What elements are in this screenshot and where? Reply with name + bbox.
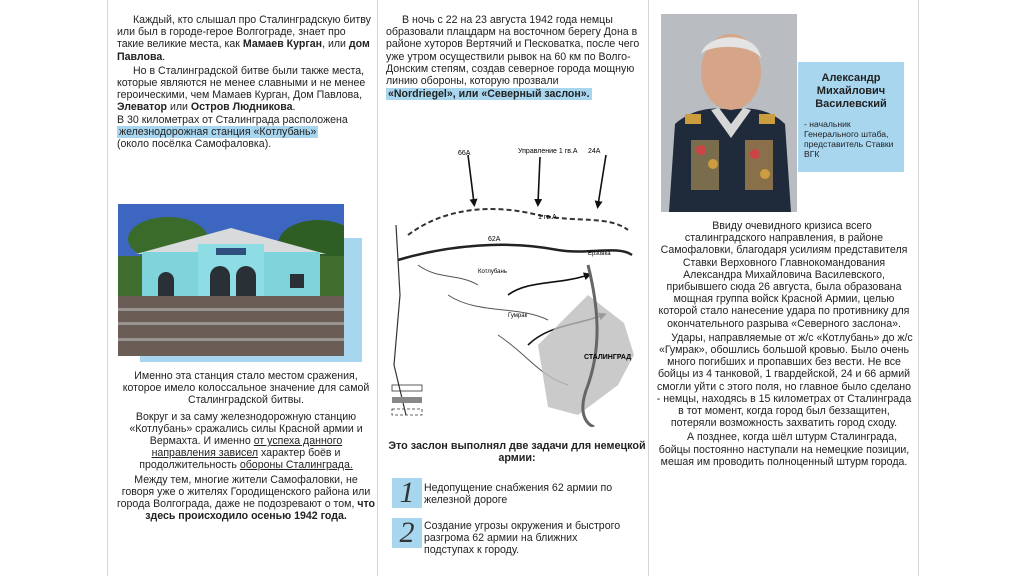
map-label-unit2: 24А: [588, 148, 601, 155]
intro-paragraph: Каждый, кто слышал про Сталинградскую битву или был в городе-герое Волгограде, знает про такие великие места, как Мамаев Курган, или дом Павлова.: [117, 14, 371, 63]
vasilevsky-role: - начальник Генерального штаба, представитель Ставки ВГК: [804, 119, 894, 159]
battle-map: [388, 145, 634, 427]
residents-paragraph: Между тем, многие жители Самофаловки, не говоря уже о жителях Городищенского района или города Волгограда, даже не подозревают о том, что здесь происходило осенью 1942 года.: [117, 473, 375, 523]
task-number-1: 1: [392, 478, 422, 508]
assault-paragraph: А позднее, когда шёл штурм Сталинграда, бойцы постоянно наступали на немецкие позиции, мешая им проводить полноценный штурм города.: [658, 431, 910, 468]
map-label-place2: Гумрак: [508, 313, 528, 319]
lyudnikov-island: Остров Людникова: [190, 101, 293, 114]
fold-line-left: [377, 0, 378, 576]
column-right: [655, 220, 913, 576]
nordriegel-label: «Nordriegel», или «Северный заслон».: [388, 88, 590, 101]
station-photo: [118, 204, 344, 356]
tasks-heading: Это заслон выполнял две задачи для немецкой армии:: [388, 440, 646, 465]
places-paragraph: Но в Сталинградской битве были также места, которые являются не менее славными и не менее героическими, чем Мамаев Курган, Дом Павлова, Элеватор или Остров Людникова.: [117, 64, 366, 114]
mamaev-kurgan: Мамаев Курган: [242, 38, 323, 51]
map-label-unit3: 1 гв.А: [538, 214, 557, 221]
fold-line-right: [648, 0, 649, 576]
armies-paragraph: Вокруг и за саму железнодорожную станцию «Котлубань» сражались силы Красной армии и Вермахта. И именно от успеха данного направления зависел характер боёв и продолжительность обороны Сталинграда.: [129, 410, 363, 472]
map-label-unit4: 62А: [488, 236, 501, 243]
group-paragraph: Ввиду очевидного кризиса всего сталинградского направления, в районе Самофаловки, благодаря усилиям представителя Ставки Верховного Главнокомандования Александра Михайловича Василевского, прибывшего сюда 26 августа, была образована мощная группа войск Красной Армии, целью которой стало нанесение удара по противнику для окончательного разрыва «Северного заслона».: [658, 220, 910, 330]
map-label-unit1: 66А: [458, 150, 471, 157]
task-number-2: 2: [392, 518, 422, 548]
task-1-text: Недопущение снабжения 62 армии по железной дороге: [424, 482, 613, 507]
bridgehead-paragraph: В ночь с 22 на 23 августа 1942 года немцы образовали плацдарм на восточном берегу Дона в районе хуторов Вертячий и Песковатка, после чего уже утром осуществили рывок на 60 км по Волго-Донским степям, создав северное города мощную линию обороны, которую прозвали: [386, 14, 640, 88]
station-name: железнодорожная станция «Котлубань»: [119, 125, 317, 138]
map-label-city: СТАЛИНГРАД: [584, 354, 632, 361]
map-label-place1: Котлубань: [478, 269, 507, 275]
pavlov-house: дом Павлова: [117, 38, 370, 63]
vasilevsky-name: Александр Михайлович Василевский: [815, 72, 887, 110]
map-label-upr: Управление 1 гв.А: [518, 148, 578, 155]
vasilevsky-portrait: [661, 14, 797, 212]
task-2-text: Создание угрозы окружения и быстрого разгрома 62 армии на ближних подступах к городу.: [424, 520, 621, 557]
map-label-place3: Ерзовка: [588, 251, 611, 257]
column-left-lower: [117, 370, 375, 576]
station-paragraph: В 30 километрах от Сталинграда расположена железнодорожная станция «Котлубань» (около посёлка Самофаловка).: [117, 113, 348, 151]
battle-paragraph: Именно эта станция стало местом сражения, которое имело колоссальное значение для самой Сталинградской битвы.: [122, 370, 370, 407]
strikes-paragraph: Удары, направляемые от ж/с «Котлубань» до ж/с «Гумрак», обошлись большой кровью. Было очень много погибших и пропавших без вести. Не все бойцы из 4 танковой, 1 гвардейской, 24 и 66 армий смогли уйти с этого поля, но главное было сделано - немцы, находясь в 15 километрах от Сталинграда в тот момент, когда город был беззащитен, потеряли возможность захватить город сходу.: [656, 331, 913, 430]
elevator: Элеватор: [117, 101, 168, 114]
name-box: [798, 62, 904, 172]
